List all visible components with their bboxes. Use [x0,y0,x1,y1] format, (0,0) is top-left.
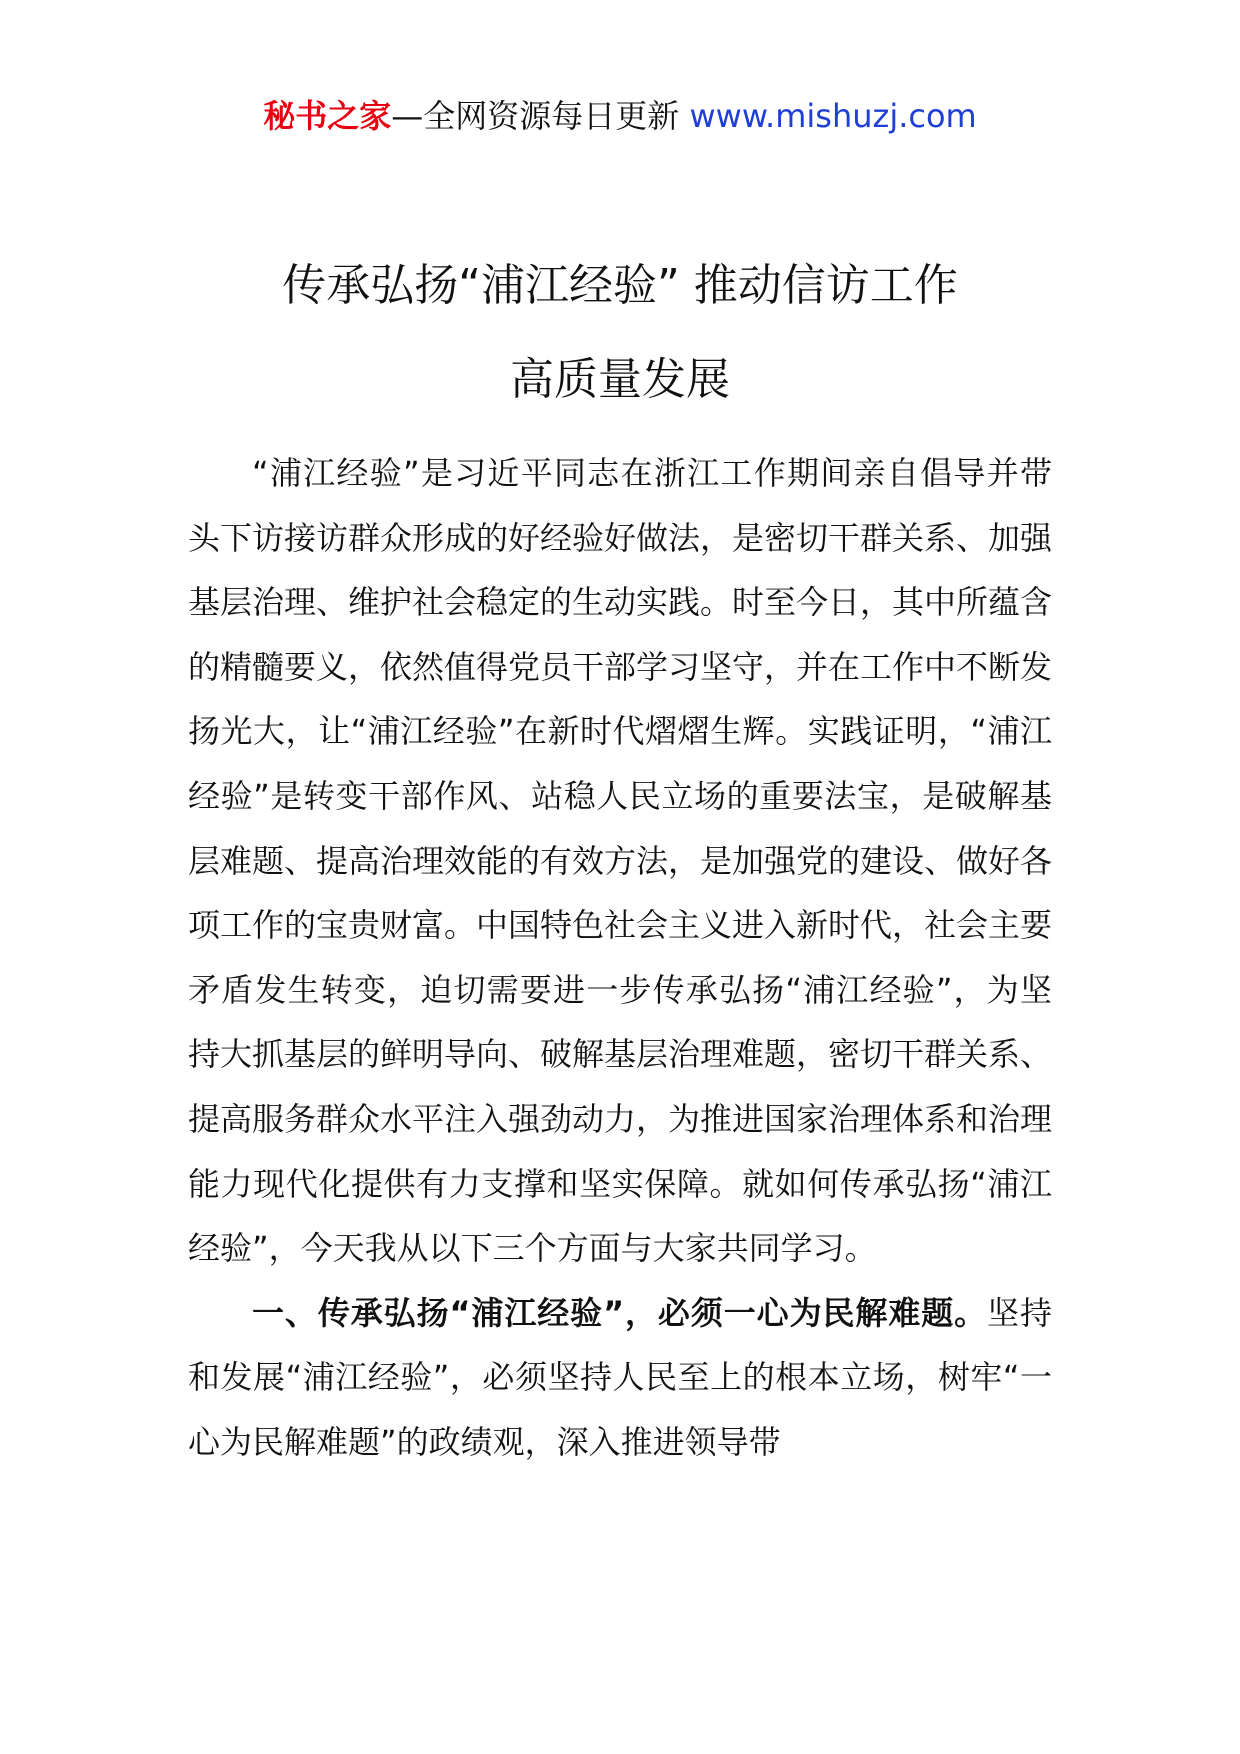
site-url[interactable]: www.mishuzj.com [689,97,977,135]
section-1-text: 坚持和发展“浦江经验”，必须坚持人民至上的根本立场，树牢“一心为民解难题”的政绩观，深入推进领导带 [188,1293,1052,1461]
section-1-paragraph [188,1281,1052,1475]
site-brand: 秘书之家 [263,97,392,135]
document-title-line-1: 传承弘扬“浦江经验” 推动信访工作 [282,260,958,311]
document-body [188,441,1052,1475]
intro-paragraph: “浦江经验”是习近平同志在浙江工作期间亲自倡导并带头下访接访群众形成的好经验好做法，是密切干群关系、加强基层治理、维护社会稳定的生动实践。时至今日，其中所蕴含的精髓要义，依然值得党员干部学习坚守，并在工作中不断发扬光大，让“浦江经验”在新时代熠熠生辉。实践证明，“浦江经验”是转变干部作风、站稳人民立场的重要法宝，是破解基层难题、提高治理效能的有效方法，是加强党的建设、做好各项工作的宝贵财富。中国特色社会主义进入新时代，社会主要矛盾发生转变，迫切需要进一步传承弘扬“浦江经验”，为坚持大抓基层的鲜明导向、破解基层治理难题，密切干群关系、提高服务群众水平注入强劲动力，为推进国家治理体系和治理能力现代化提供有力支撑和坚实保障。就如何传承弘扬“浦江经验”，今天我从以下三个方面与大家共同学习。 [188,454,1053,1268]
section-1-heading: 一、传承弘扬“浦江经验”，必须一心为民解难题。 [252,1293,988,1332]
document-title-line-2: 高质量发展 [510,354,730,405]
site-header [0,96,1240,136]
site-tagline: —全网资源每日更新 [391,97,690,135]
